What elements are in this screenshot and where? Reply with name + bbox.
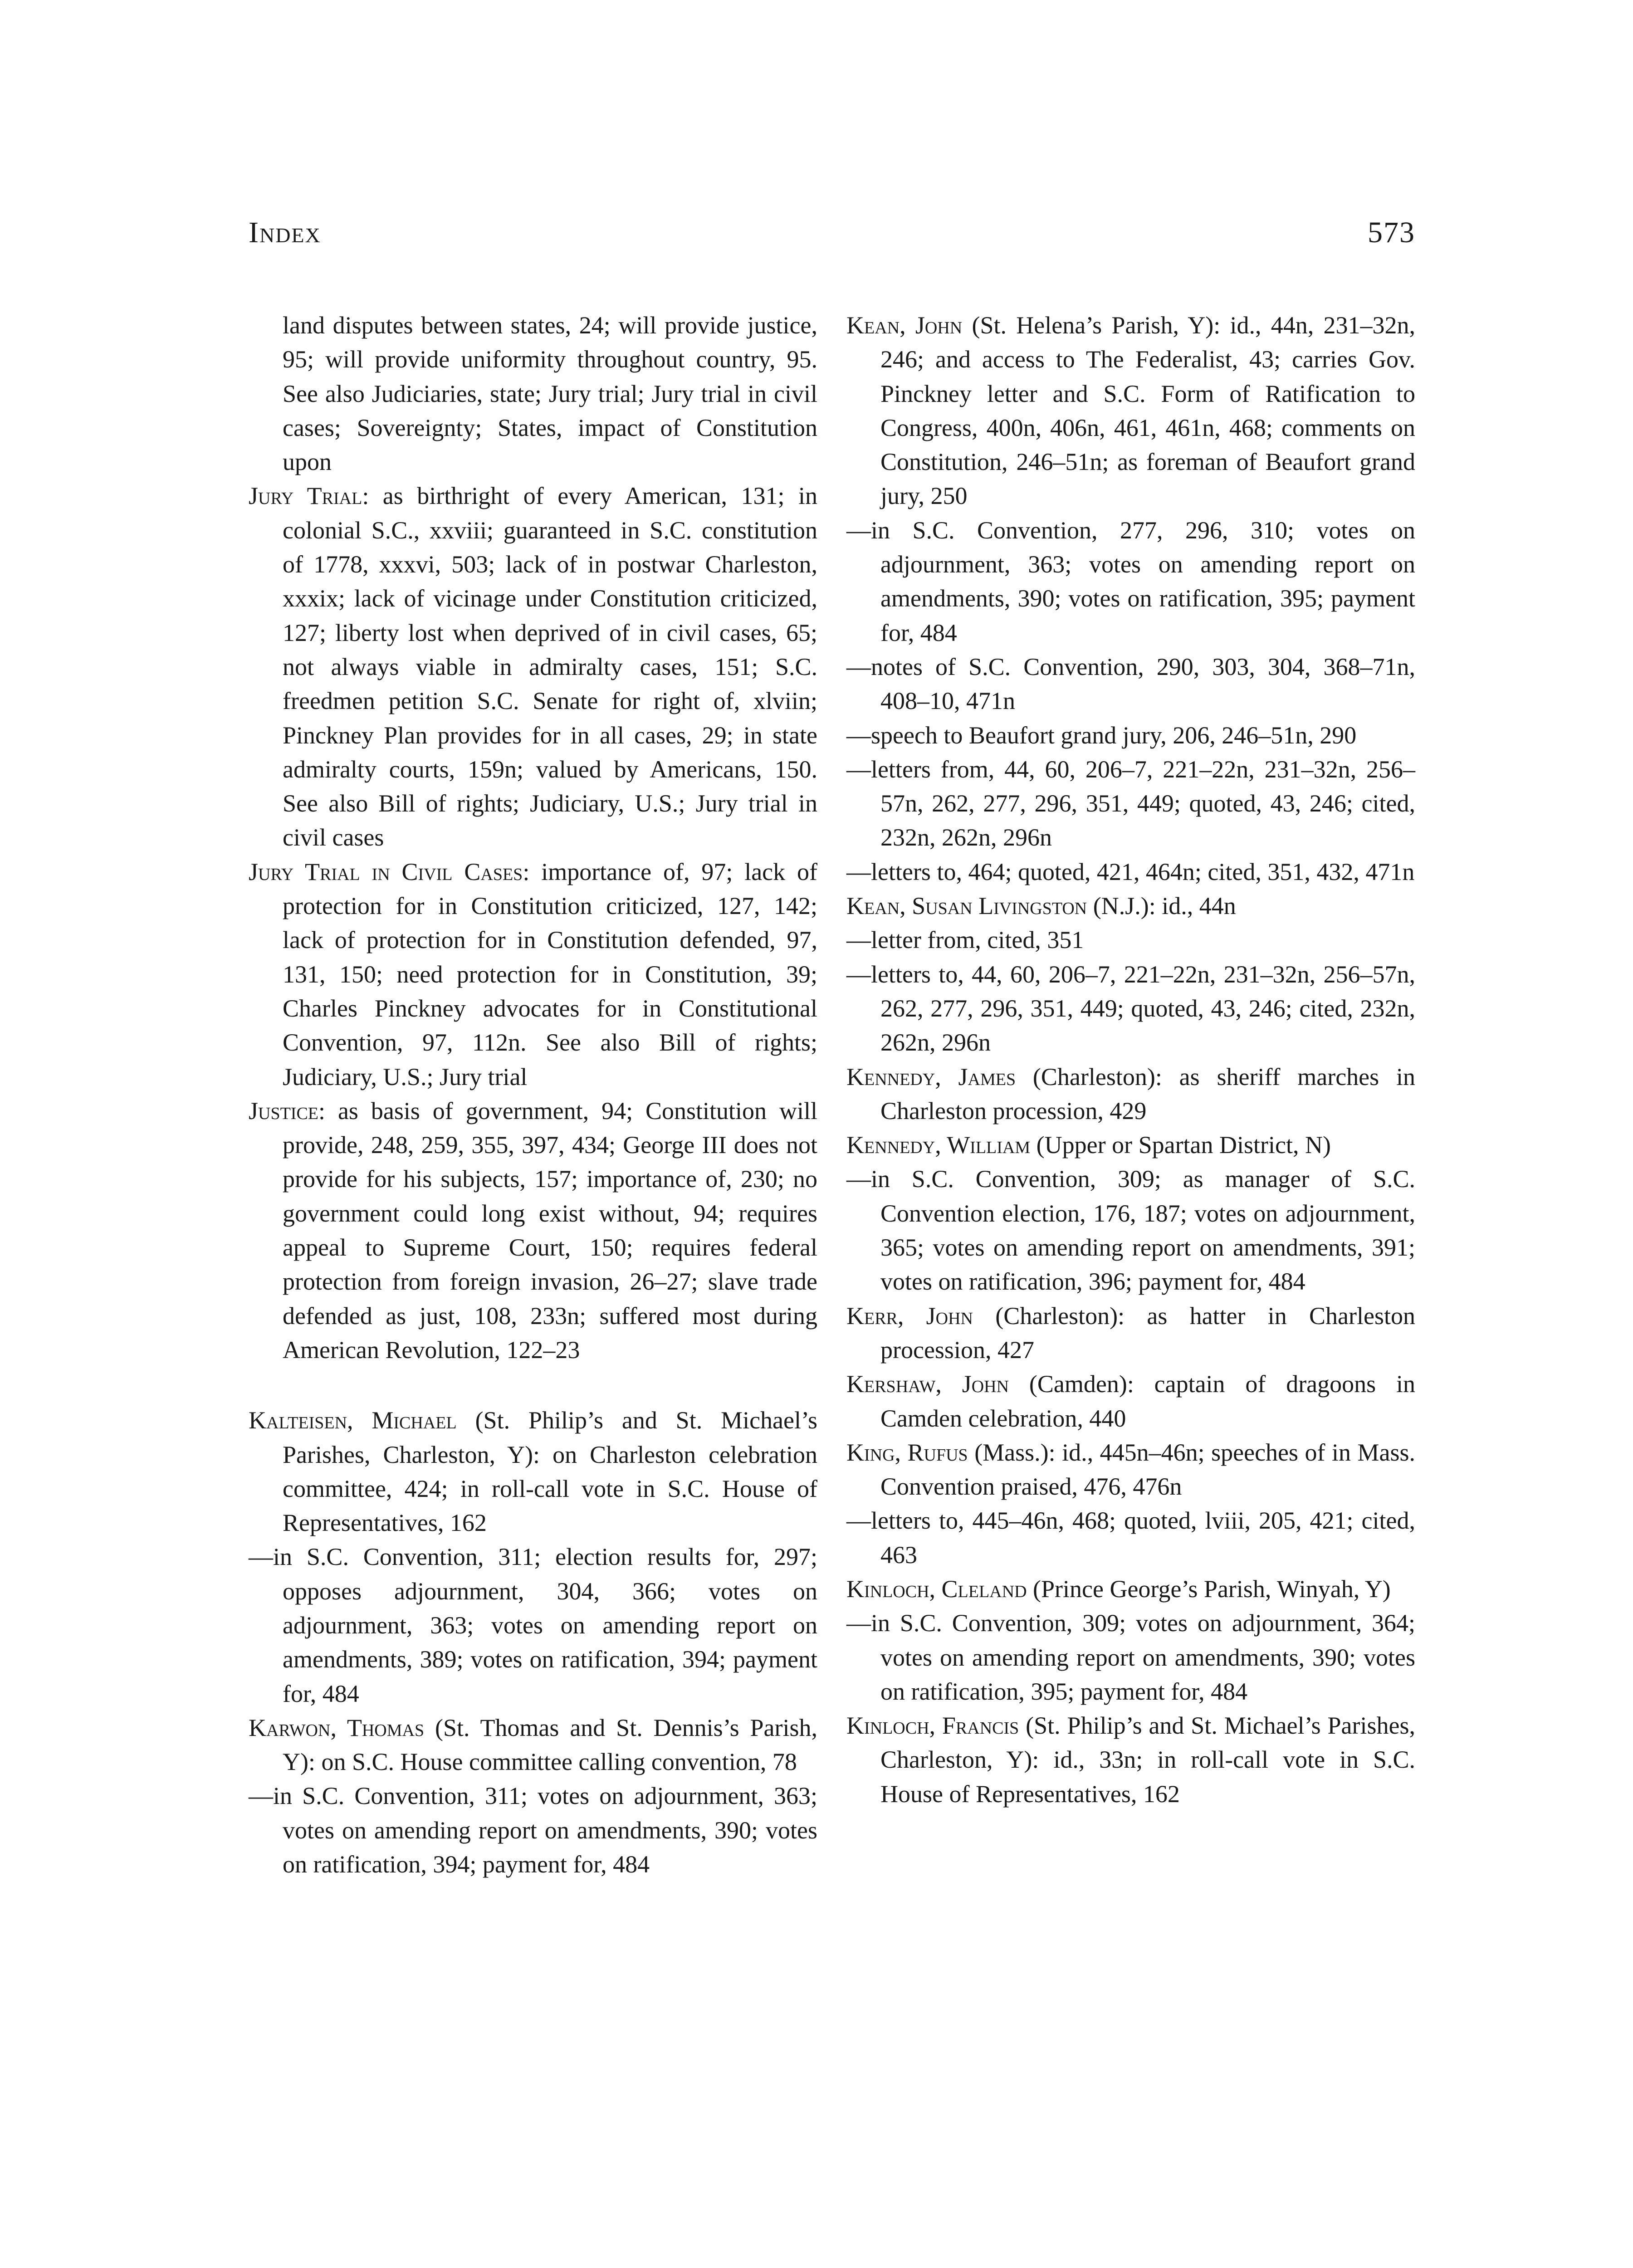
index-subentry [846, 1606, 1415, 1709]
entry-text: : as birthright of every American, 131; in colonial S.C., xxviii; guaranteed in S.C. constitution of 1778, xxxvi, 503; lack of in postwar Charleston, xxxix; lack of vicinage under Constitution criticized, 127; liberty lost when deprived of in civil cases, 65; not always viable in admiralty cases, 151; S.C. freedmen petition S.C. Senate for right of, xlviin; Pinckney Plan provides for in all cases, 29; in state admiralty courts, 159n; valued by Americans, 150. See also Bill of rights; Judiciary, U.S.; Jury trial in civil cases [283, 482, 818, 851]
entry-text: —letter from, cited, 351 [846, 926, 1084, 954]
index-entry [249, 855, 817, 1094]
entry-text: (Mass.): id., 445n–46n; speeches of in Mass. Convention praised, 476, 476n [880, 1438, 1415, 1501]
index-subentry [846, 855, 1415, 889]
index-subentry [846, 1162, 1415, 1299]
index-entry [249, 1403, 817, 1540]
entry-text: (Prince George’s Parish, Winyah, Y) [1027, 1575, 1391, 1603]
entry-text: —in S.C. Convention, 311; election results for, 297; opposes adjournment, 304, 366; votes on adjournment, 363; votes on amending report on amendments, 389; votes on ratification, 394; payment for, 484 [249, 1543, 817, 1707]
left-column [249, 308, 817, 1882]
index-entry [249, 479, 817, 855]
entry-text: —notes of S.C. Convention, 290, 303, 304, 368–71n, 408–10, 471n [846, 653, 1415, 715]
index-entry-continuation [249, 308, 817, 479]
entry-heading: Jury Trial in Civil Cases [249, 858, 523, 885]
entry-heading: Kershaw, John [846, 1370, 1009, 1398]
entry-text: : importance of, 97; lack of protection for in Constitution criticized, 127, 142; lack of protection for in Constitution defended, 97, 131, 150; need protection for in Constitution, 39; Charles Pinckney advocates for in Constitutional Convention, 97, 112n. See also Bill of rights; Judiciary, U.S.; Jury trial [283, 858, 817, 1090]
page-number: 573 [1368, 216, 1415, 249]
entry-text: —letters to, 44, 60, 206–7, 221–22n, 231–32n, 256–57n, 262, 277, 296, 351, 449; quoted, 43, 246; cited, 232n, 262n, 296n [846, 960, 1415, 1056]
entry-heading: Jury Trial [249, 482, 362, 510]
entry-heading: Kennedy, James [846, 1063, 1016, 1090]
index-entry [846, 1128, 1415, 1162]
running-head [249, 215, 1415, 250]
right-column [846, 308, 1415, 1882]
entry-text: (St. Helena’s Parish, Y): id., 44n, 231–32n, 246; and access to The Federalist, 43; carries Gov. Pinckney letter and S.C. Form of Ratification to Congress, 400n, 406n, 461, 461n, 468; comments on Constitution, 246–51n; as foreman of Beaufort grand jury, 250 [880, 312, 1415, 510]
entry-text: —in S.C. Convention, 311; votes on adjournment, 363; votes on amending report on amendments, 390; votes on ratification, 394; payment for, 484 [249, 1782, 817, 1878]
running-head-title: Index [249, 216, 321, 249]
entry-text: land disputes between states, 24; will provide justice, 95; will provide uniformity throughout country, 95. See also Judiciaries, state; Jury trial; Jury trial in civil cases; Sovereignty; States, impact of Constitution upon [283, 312, 817, 476]
index-subentry [846, 923, 1415, 957]
entry-heading: Kinloch, Cleland [846, 1575, 1027, 1603]
entry-text: (Charleston): as hatter in Charleston procession, 427 [880, 1302, 1415, 1364]
entry-text: —letters from, 44, 60, 206–7, 221–22n, 231–32n, 256–57n, 262, 277, 296, 351, 449; quoted, 43, 246; cited, 232n, 262n, 296n [846, 755, 1415, 851]
entry-heading: Kinloch, Francis [846, 1712, 1019, 1740]
entry-text: —in S.C. Convention, 309; as manager of S.C. Convention election, 176, 187; votes on adjournment, 365; votes on amending report on amendments, 391; votes on ratification, 396; payment for, 484 [846, 1165, 1415, 1295]
entry-text: (Charleston): as sheriff marches in Charleston procession, 429 [880, 1063, 1415, 1124]
entry-text: (Upper or Spartan District, N) [1030, 1131, 1331, 1159]
index-entry [846, 889, 1415, 923]
entry-heading: Kalteisen, Michael [249, 1407, 457, 1434]
entry-text: —letters to, 445–46n, 468; quoted, lviii, 205, 421; cited, 463 [846, 1507, 1415, 1569]
index-entry [846, 1299, 1415, 1368]
index-entry [846, 308, 1415, 513]
entry-heading: Kennedy, William [846, 1131, 1031, 1159]
entry-text: —in S.C. Convention, 277, 296, 310; votes on adjournment, 363; votes on amending report on amendments, 390; votes on ratification, 395; payment for, 484 [846, 516, 1415, 646]
index-entry [846, 1367, 1415, 1436]
index-entry [249, 1094, 817, 1367]
entry-text: (N.J.): id., 44n [1087, 892, 1236, 920]
index-subentry [846, 513, 1415, 650]
index-subentry [846, 753, 1415, 855]
index-entry [846, 1709, 1415, 1811]
entry-text: —in S.C. Convention, 309; votes on adjournment, 364; votes on amending report on amendments, 390; votes on ratification, 395; payment for, 484 [846, 1609, 1415, 1705]
entry-text: : as basis of government, 94; Constitution will provide, 248, 259, 355, 397, 434; George III does not provide for his subjects, 157; importance of, 230; no government could long exist without, 94; requires appeal to Supreme Court, 150; requires federal protection from foreign invasion, 26–27; slave trade defended as just, 108, 233n; suffered most during American Revolution, 122–23 [283, 1097, 817, 1364]
index-subentry [846, 650, 1415, 719]
entry-heading: Kean, John [846, 312, 963, 339]
entry-heading: Justice [249, 1097, 319, 1124]
index-subentry [846, 958, 1415, 1060]
entry-text: —speech to Beaufort grand jury, 206, 246–51n, 290 [846, 721, 1357, 749]
index-entry [846, 1572, 1415, 1606]
entry-heading: Karwon, Thomas [249, 1714, 425, 1741]
index-entry [846, 1060, 1415, 1129]
index-subentry [846, 719, 1415, 753]
entry-heading: King, Rufus [846, 1438, 968, 1466]
index-entry [249, 1711, 817, 1779]
entry-heading: Kean, Susan Livingston [846, 892, 1087, 920]
section-gap [249, 1367, 817, 1403]
entry-text: (Camden): captain of dragoons in Camden celebration, 440 [880, 1370, 1415, 1432]
index-subentry [249, 1540, 817, 1711]
index-columns [249, 308, 1415, 1882]
entry-text: (St. Thomas and St. Dennis’s Parish, Y): on S.C. House committee calling convention, 78 [283, 1714, 818, 1776]
entry-text: (St. Philip’s and St. Michael’s Parishes, Charleston, Y): id., 33n; in roll-call vote in S.C. House of Representatives, 162 [880, 1712, 1415, 1808]
index-entry [846, 1436, 1415, 1504]
entry-heading: Kerr, John [846, 1302, 973, 1330]
index-subentry [846, 1504, 1415, 1572]
entry-text: —letters to, 464; quoted, 421, 464n; cited, 351, 432, 471n [846, 858, 1415, 885]
index-subentry [249, 1779, 817, 1882]
entry-text: (St. Philip’s and St. Michael’s Parishes, Charleston, Y): on Charleston celebration committee, 424; in roll-call vote in S.C. House of Representatives, 162 [283, 1407, 817, 1537]
